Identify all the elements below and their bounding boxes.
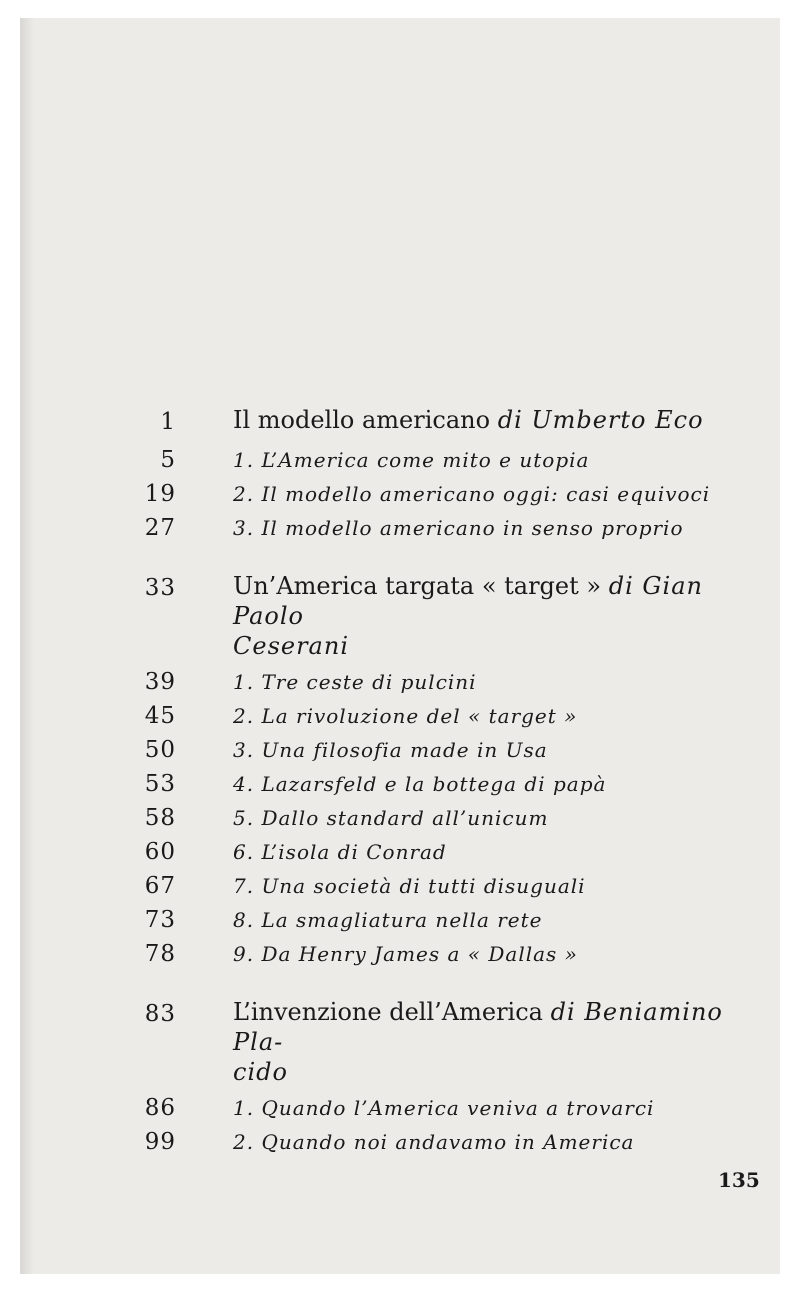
entry-page-number: 60 xyxy=(144,839,176,865)
toc-section xyxy=(0,403,800,545)
entry-title: 1. Tre ceste di pulcini xyxy=(233,670,477,694)
toc-chapter-row xyxy=(0,995,800,1091)
page-folio-number: 135 xyxy=(718,1168,760,1192)
toc-entry-row xyxy=(0,1125,800,1159)
chapter-title-main: L’invenzione dell’America xyxy=(233,998,551,1026)
entry-page-number: 27 xyxy=(144,515,176,541)
entry-page-number: 45 xyxy=(144,703,176,729)
entry-title: 4. Lazarsfeld e la bottega di papà xyxy=(233,772,607,796)
toc-entry-row xyxy=(0,869,800,903)
toc-entry-row xyxy=(0,801,800,835)
entry-page-number: 86 xyxy=(144,1095,176,1121)
toc-entry-row xyxy=(0,665,800,699)
chapter-title xyxy=(233,571,761,661)
chapter-page-number: 33 xyxy=(144,575,176,601)
entry-page-number: 19 xyxy=(144,481,176,507)
toc-section xyxy=(0,995,800,1159)
chapter-author: di Umberto Eco xyxy=(497,406,704,434)
chapter-title-main: Un’America targata « target » xyxy=(233,572,609,600)
table-of-contents xyxy=(0,403,800,1183)
entry-page-number: 50 xyxy=(144,737,176,763)
entry-title: 3. Una filosofia made in Usa xyxy=(233,738,548,762)
entry-title: 8. La smagliatura nella rete xyxy=(233,908,543,932)
chapter-author-continued: Ceserani xyxy=(233,632,349,660)
toc-chapter-row xyxy=(0,569,800,665)
toc-entry-row xyxy=(0,443,800,477)
toc-entry-row xyxy=(0,835,800,869)
entry-title: 1. L’America come mito e utopia xyxy=(233,448,590,472)
toc-entry-row xyxy=(0,511,800,545)
toc-entry-row xyxy=(0,477,800,511)
chapter-page-number: 1 xyxy=(160,409,176,435)
entry-title: 6. L’isola di Conrad xyxy=(233,840,447,864)
entry-title: 9. Da Henry James a « Dallas » xyxy=(233,942,578,966)
entry-page-number: 73 xyxy=(144,907,176,933)
toc-entry-row xyxy=(0,1091,800,1125)
chapter-author: di Beniamino Pla- xyxy=(233,998,723,1056)
entry-title: 3. Il modello americano in senso proprio xyxy=(233,516,684,540)
entry-title: 2. Quando noi andavamo in America xyxy=(233,1130,635,1154)
entry-title: 7. Una società di tutti disuguali xyxy=(233,874,586,898)
chapter-title xyxy=(233,405,761,435)
entry-page-number: 53 xyxy=(144,771,176,797)
entry-title: 2. La rivoluzione del « target » xyxy=(233,704,578,728)
toc-entry-row xyxy=(0,767,800,801)
chapter-title xyxy=(233,997,761,1087)
chapter-author-continued: cido xyxy=(233,1058,288,1086)
toc-entry-row xyxy=(0,937,800,971)
entry-page-number: 78 xyxy=(144,941,176,967)
chapter-title-main: Il modello americano xyxy=(233,406,498,434)
chapter-author: di Gian Paolo xyxy=(233,572,703,630)
toc-entry-row xyxy=(0,733,800,767)
entry-page-number: 99 xyxy=(144,1129,176,1155)
chapter-page-number: 83 xyxy=(144,1001,176,1027)
toc-entry-row xyxy=(0,699,800,733)
entry-title: 1. Quando l’America veniva a trovarci xyxy=(233,1096,655,1120)
toc-chapter-row xyxy=(0,403,800,443)
entry-page-number: 67 xyxy=(144,873,176,899)
entry-title: 5. Dallo standard all’unicum xyxy=(233,806,549,830)
entry-page-number: 39 xyxy=(144,669,176,695)
entry-page-number: 5 xyxy=(160,447,176,473)
toc-section xyxy=(0,569,800,971)
toc-entry-row xyxy=(0,903,800,937)
entry-title: 2. Il modello americano oggi: casi equivoci xyxy=(233,482,711,506)
entry-page-number: 58 xyxy=(144,805,176,831)
